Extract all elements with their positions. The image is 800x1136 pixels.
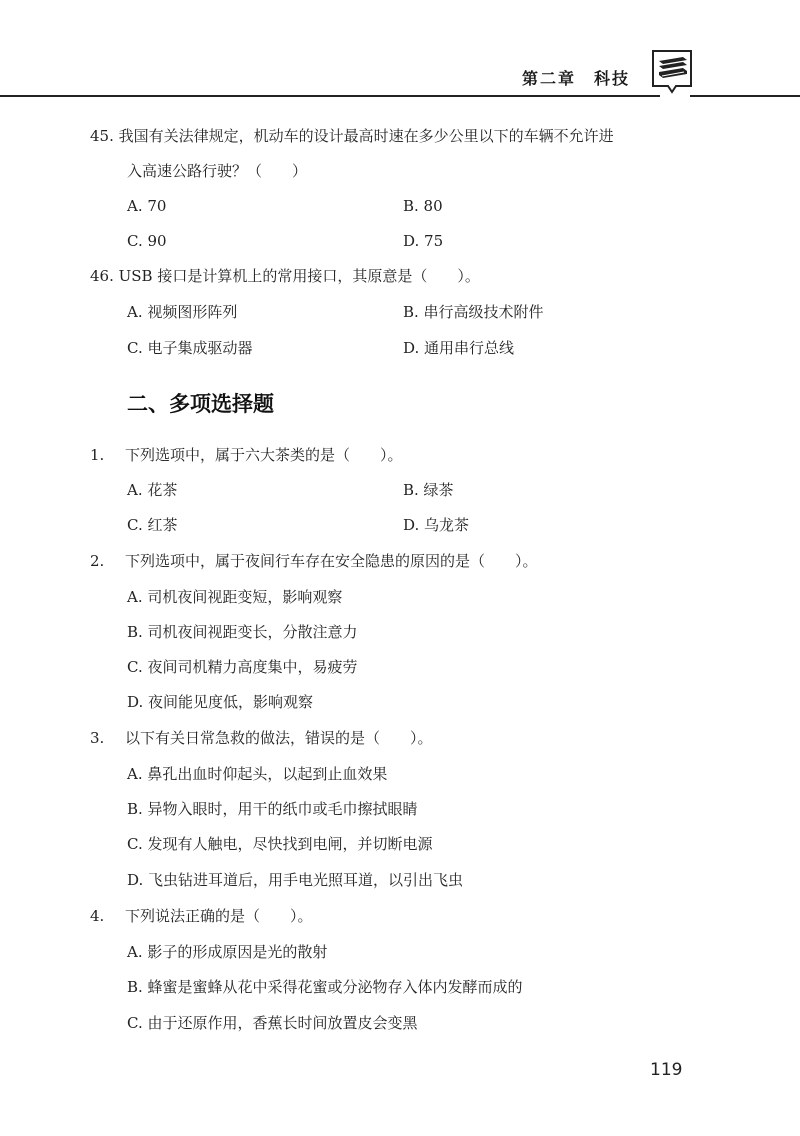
question-46 xyxy=(90,265,480,287)
question-text: 下列说法正确的是（ ）。 xyxy=(125,907,313,925)
option-d: D. 夜间能见度低，影响观察 xyxy=(127,693,314,711)
option-a: A. 视频图形阵列 xyxy=(127,303,238,321)
option-d: D. 75 xyxy=(403,232,444,250)
question-text: 下列选项中，属于夜间行车存在安全隐患的原因的是（ ）。 xyxy=(125,552,538,570)
question-1 xyxy=(90,444,403,466)
question-4 xyxy=(90,905,313,927)
option-a: A. 鼻孔出血时仰起头，以起到止血效果 xyxy=(127,765,388,783)
option-b: B. 绿茶 xyxy=(403,481,454,499)
header-rule xyxy=(0,95,660,97)
question-number: 46. xyxy=(90,267,114,285)
question-45 xyxy=(90,125,614,147)
option-b: B. 80 xyxy=(403,197,443,215)
question-text: 以下有关日常急救的做法，错误的是（ ）。 xyxy=(125,729,433,747)
book-stack-icon xyxy=(650,48,694,96)
question-number: 1. xyxy=(90,446,105,464)
question-number: 45. xyxy=(90,127,114,145)
question-number: 3. xyxy=(90,729,105,747)
option-d: D. 通用串行总线 xyxy=(403,339,515,357)
question-2 xyxy=(90,550,538,572)
question-45-line2: 入高速公路行驶？（ ） xyxy=(127,162,308,180)
option-b: B. 串行高级技术附件 xyxy=(403,303,544,321)
option-b: B. 蜂蜜是蜜蜂从花中采得花蜜或分泌物存入体内发酵而成的 xyxy=(127,978,523,996)
option-c: C. 夜间司机精力高度集中，易疲劳 xyxy=(127,658,358,676)
question-3 xyxy=(90,727,433,749)
question-text: 我国有关法律规定，机动车的设计最高时速在多少公里以下的车辆不允许进 xyxy=(118,127,614,145)
option-d: D. 乌龙茶 xyxy=(403,516,470,534)
option-c: C. 由于还原作用，香蕉长时间放置皮会变黑 xyxy=(127,1014,418,1032)
header-rule-right xyxy=(690,95,800,97)
option-b: B. 司机夜间视距变长，分散注意力 xyxy=(127,623,358,641)
option-c: C. 90 xyxy=(127,232,167,250)
option-c: C. 电子集成驱动器 xyxy=(127,339,253,357)
option-b: B. 异物入眼时，用干的纸巾或毛巾擦拭眼睛 xyxy=(127,800,418,818)
option-a: A. 影子的形成原因是光的散射 xyxy=(127,943,328,961)
option-a: A. 司机夜间视距变短，影响观察 xyxy=(127,588,343,606)
question-text: 下列选项中，属于六大茶类的是（ ）。 xyxy=(125,446,403,464)
question-number: 2. xyxy=(90,552,105,570)
section-title: 二、多项选择题 xyxy=(127,392,274,416)
option-c: C. 红茶 xyxy=(127,516,178,534)
option-c: C. 发现有人触电，尽快找到电闸，并切断电源 xyxy=(127,835,433,853)
option-d: D. 飞虫钻进耳道后，用手电光照耳道，以引出飞虫 xyxy=(127,871,464,889)
question-text: USB 接口是计算机上的常用接口，其原意是（ ）。 xyxy=(118,267,480,285)
chapter-title: 第二章 科技 xyxy=(522,69,631,88)
option-a: A. 70 xyxy=(127,197,167,215)
page-number: 119 xyxy=(650,1060,683,1080)
question-number: 4. xyxy=(90,907,105,925)
option-a: A. 花茶 xyxy=(127,481,178,499)
